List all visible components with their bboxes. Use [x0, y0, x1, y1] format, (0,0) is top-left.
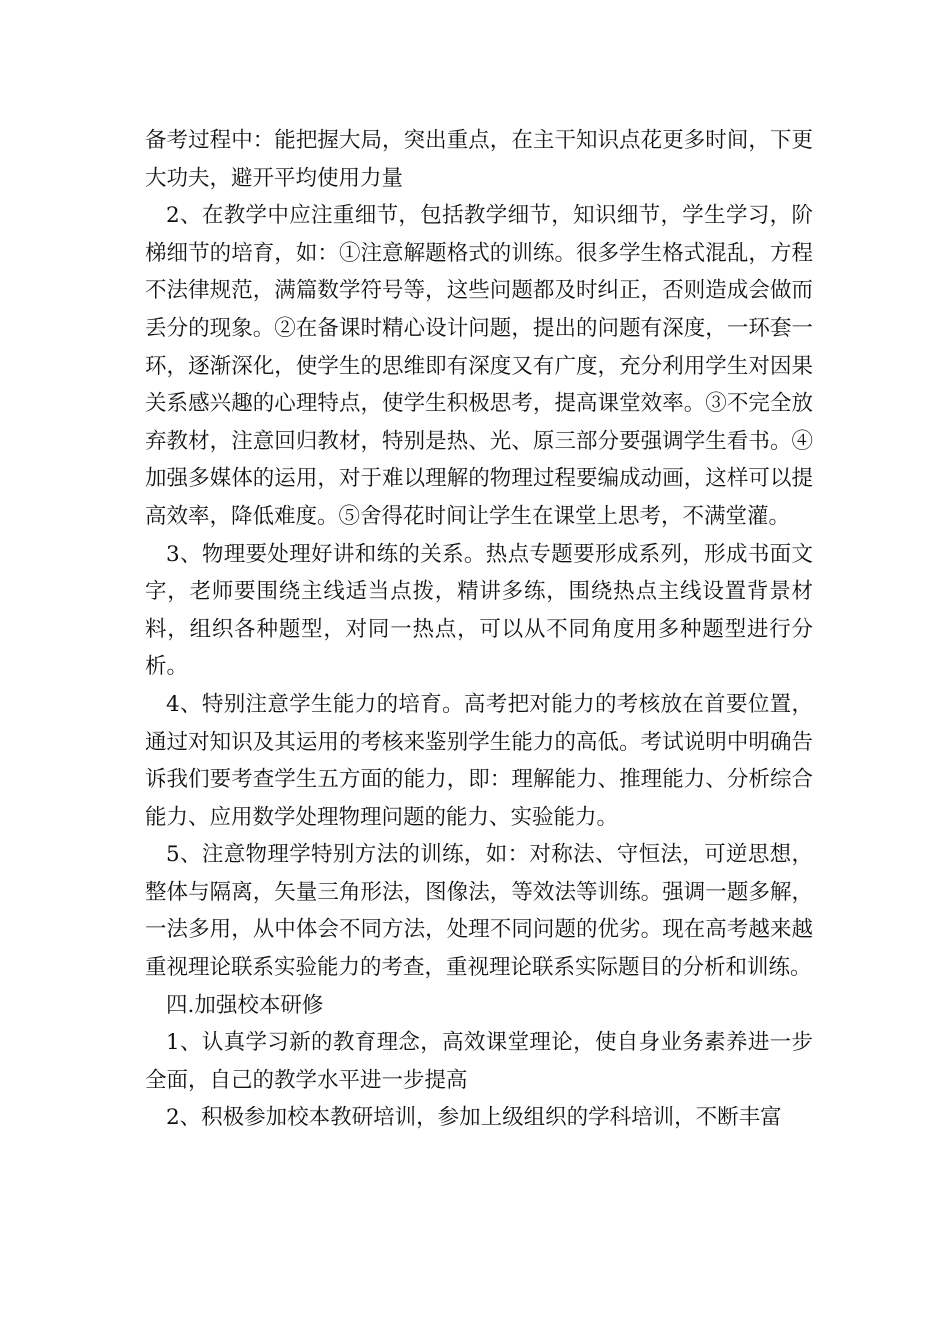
paragraph-3: 3、物理要处理好讲和练的关系。热点专题要形成系列，形成书面文字，老师要围绕主线适当点拨，精讲多练，围绕热点主线设置背景材料，组织各种题型，对同一热点，可以从不同角度用多种题型进行分析。: [145, 541, 813, 680]
paragraph-6: 1、认真学习新的教育理念，高效课堂理论，使自身业务素养进一步全面，自己的教学水平进一步提高: [145, 1030, 813, 1093]
section-heading: 四.加强校本研修: [166, 992, 324, 1018]
paragraph-2: 2、在教学中应注重细节，包括教学细节，知识细节，学生学习，阶梯细节的培育，如：①注意解题格式的训练。很多学生格式混乱，方程不法律规范，满篇数学符号等，这些问题都及时纠正，否则造成会做而丢分的现象。②在备课时精心设计问题，提出的问题有深度，一环套一环，逐渐深化，使学生的思维即有深度又有广度，充分利用学生对因果关系感兴趣的心理特点，使学生积极思考，提高课堂效率。③不完全放弃教材，注意回归教材，特别是热、光、原三部分要强调学生看书。④加强多媒体的运用，对于难以理解的物理过程要编成动画，这样可以提高效率，降低难度。⑤舍得花时间让学生在课堂上思考，不满堂灌。: [145, 203, 813, 529]
paragraph-5: 5、注意物理学特别方法的训练，如：对称法、守恒法，可逆思想，整体与隔离，矢量三角形法，图像法，等效法等训练。强调一题多解，一法多用，从中体会不同方法，处理不同问题的优劣。现在高考越来越重视理论联系实验能力的考查，重视理论联系实际题目的分析和训练。: [145, 842, 813, 981]
paragraph-4: 4、特别注意学生能力的培育。高考把对能力的考核放在首要位置，通过对知识及其运用的考核来鉴别学生能力的高低。考试说明中明确告诉我们要考查学生五方面的能力，即：理解能力、推理能力、分析综合能力、应用数学处理物理问题的能力、实验能力。: [145, 691, 813, 830]
paragraph-1: 备考过程中：能把握大局，突出重点，在主干知识点花更多时间，下更大功夫，避开平均使用力量: [145, 128, 813, 191]
paragraph-7: 2、积极参加校本教研培训，参加上级组织的学科培训，不断丰富: [166, 1105, 782, 1131]
document-body: [145, 122, 813, 1137]
